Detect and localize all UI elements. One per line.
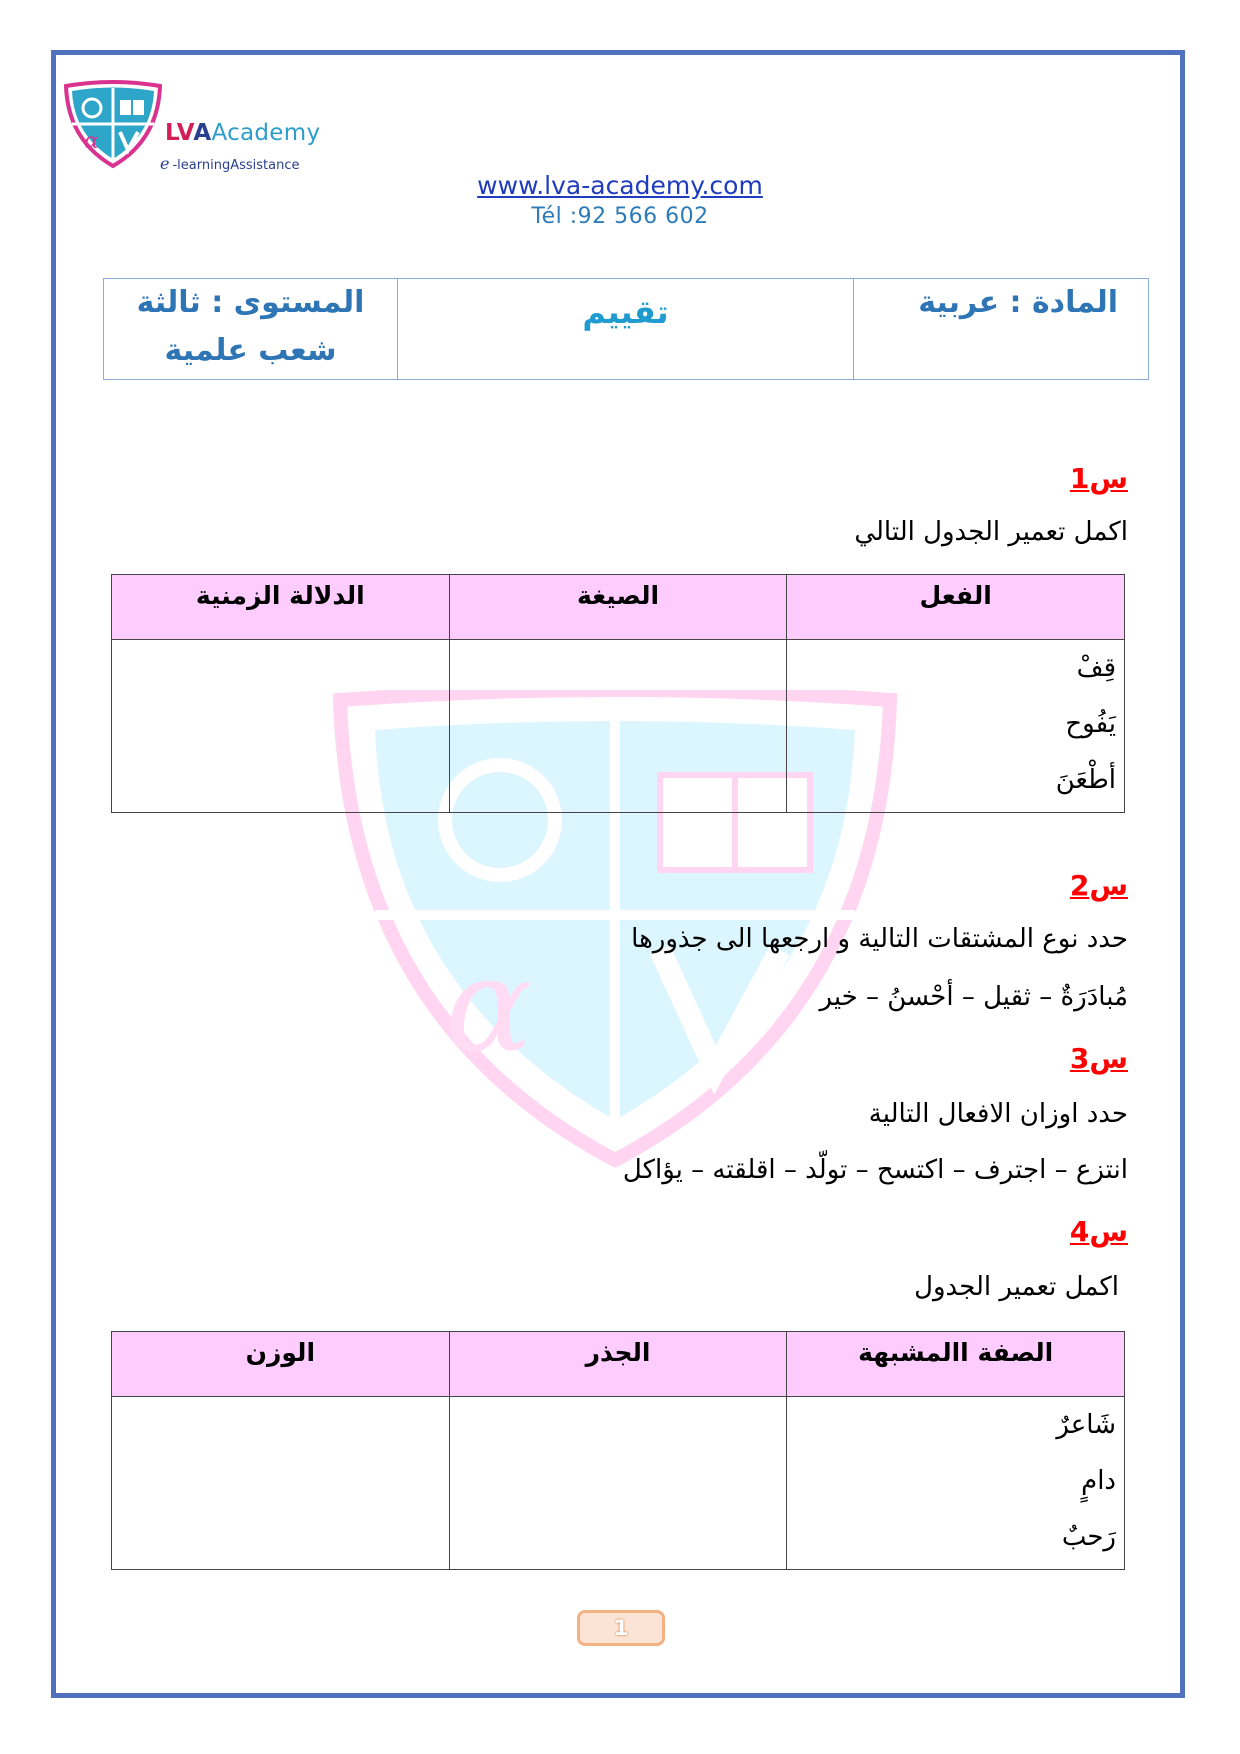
brand-a: A: [193, 120, 212, 146]
header-subject-text: المادة : عربية: [918, 285, 1118, 320]
q4-instruction: اكمل تعمير الجدول: [914, 1272, 1119, 1302]
q2-label: س2: [1069, 869, 1128, 902]
header-subject: [854, 279, 1149, 380]
header-table: [103, 278, 1149, 380]
page-number: 1: [577, 1610, 665, 1646]
q4-word-1: شَاعرٌ: [1056, 1410, 1116, 1440]
q1-verb-2: يَفُوح: [1065, 709, 1116, 739]
q1-col-tense: الدلالة الزمنية: [112, 575, 450, 640]
header-level: [104, 279, 398, 380]
q4-label: س4: [1069, 1215, 1128, 1248]
phone-number: Tél :92 566 602: [531, 204, 709, 229]
q2-instruction: حدد نوع المشتقات التالية و ارجعها الى جذورها: [631, 924, 1128, 954]
q4-col-adjective: الصفة االمشبهة: [787, 1332, 1125, 1397]
q3-label: س3: [1069, 1042, 1128, 1075]
q1-verb-3: أطْعَنَ: [1055, 765, 1116, 795]
brand-academy: Academy: [211, 120, 321, 146]
q3-instruction: حدد اوزان الافعال التالية: [868, 1099, 1128, 1129]
q1-col-form: الصيغة: [449, 575, 787, 640]
q4-word-3: رَحبٌ: [1061, 1522, 1116, 1552]
q4-words-cell: [787, 1397, 1125, 1570]
tagline-text: -learningAssistance: [172, 158, 300, 173]
brand-name: [165, 120, 320, 146]
website-link[interactable]: www.lva-academy.com: [477, 171, 763, 200]
q1-table: [111, 574, 1125, 813]
header-title: [398, 279, 854, 380]
svg-text:α: α: [84, 129, 99, 154]
q1-col-verb: الفعل: [787, 575, 1125, 640]
q4-table: [111, 1331, 1125, 1570]
q4-word-2: دامٍ: [1081, 1466, 1116, 1496]
brand-lv: LV: [165, 120, 194, 146]
q2-items: مُبادَرَةٌ – ثقيل – أحْسنُ – خير: [819, 982, 1128, 1012]
q3-items: انتزع – اجترف – اكتسح – تولّد – اقلقته – يؤاكل: [622, 1155, 1128, 1185]
header-level-line2: شعب علمية: [164, 333, 337, 368]
q1-verb-1: قِفْ: [1076, 653, 1116, 683]
header-title-text: تقييم: [582, 293, 669, 331]
q1-instruction: اكمل تعمير الجدول التالي: [854, 517, 1128, 547]
svg-text:α: α: [445, 929, 533, 1081]
q4-col-pattern: الوزن: [112, 1332, 450, 1397]
q4-pattern-cell[interactable]: [112, 1397, 450, 1570]
academy-logo: [58, 80, 168, 170]
q1-label: س1: [1069, 462, 1128, 495]
header-level-line1: المستوى : ثالثة: [136, 285, 365, 320]
tagline-e: e: [160, 154, 170, 173]
q1-verbs-cell: [787, 640, 1125, 813]
q1-form-cell[interactable]: [449, 640, 787, 813]
q1-tense-cell[interactable]: [112, 640, 450, 813]
q4-root-cell[interactable]: [449, 1397, 787, 1570]
q4-col-root: الجذر: [449, 1332, 787, 1397]
